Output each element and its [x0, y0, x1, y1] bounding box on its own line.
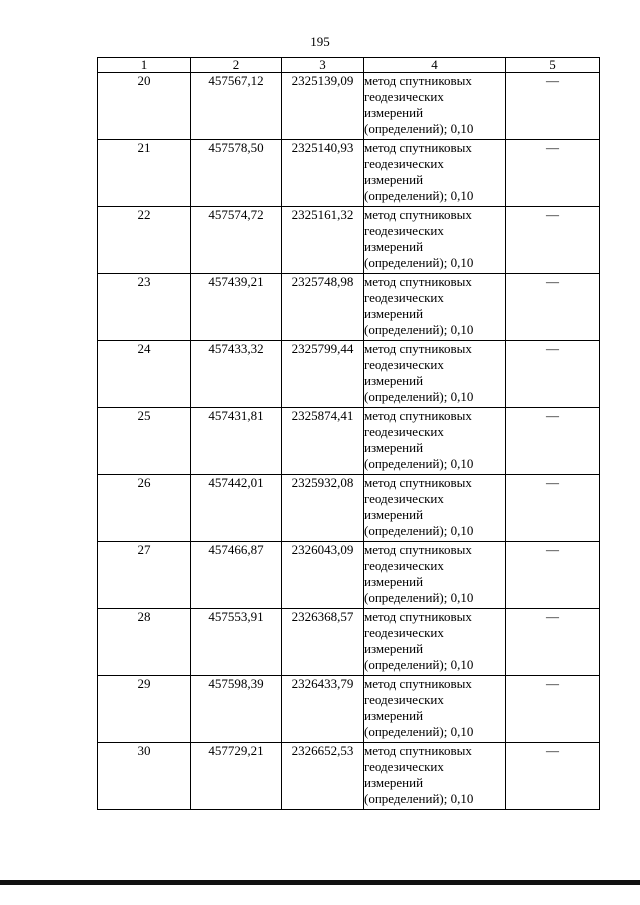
method-line: метод спутниковых: [364, 73, 472, 88]
column-5-cell: —: [506, 609, 600, 676]
method-line: геодезических: [364, 558, 444, 573]
table-row: [98, 676, 600, 743]
table-row: [98, 207, 600, 274]
method-line: геодезических: [364, 357, 444, 372]
method-line: геодезических: [364, 89, 444, 104]
column-5-cell: —: [506, 542, 600, 609]
method-cell: [364, 73, 506, 140]
method-line: метод спутниковых: [364, 140, 472, 155]
coord-x-cell: 457439,21: [191, 274, 282, 341]
method-line: (определений); 0,10: [364, 188, 474, 203]
method-line: измерений: [364, 574, 424, 589]
method-line: измерений: [364, 440, 424, 455]
method-line: измерений: [364, 708, 424, 723]
header-cell: 5: [506, 58, 600, 73]
table-row: [98, 743, 600, 810]
coord-x-cell: 457567,12: [191, 73, 282, 140]
point-number-cell: 30: [98, 743, 191, 810]
column-5-cell: —: [506, 408, 600, 475]
method-line: (определений); 0,10: [364, 590, 474, 605]
coord-x-cell: 457466,87: [191, 542, 282, 609]
page-number: 195: [310, 34, 330, 49]
method-line: метод спутниковых: [364, 676, 472, 691]
bottom-rule: [0, 880, 640, 885]
coord-x-cell: 457553,91: [191, 609, 282, 676]
method-line: измерений: [364, 239, 424, 254]
point-number-cell: 21: [98, 140, 191, 207]
column-5-cell: —: [506, 743, 600, 810]
point-number-cell: 27: [98, 542, 191, 609]
column-5-cell: —: [506, 207, 600, 274]
table-row: [98, 140, 600, 207]
coord-y-cell: 2325140,93: [282, 140, 364, 207]
header-cell: 4: [364, 58, 506, 73]
coord-y-cell: 2325748,98: [282, 274, 364, 341]
method-cell: [364, 676, 506, 743]
method-cell: [364, 140, 506, 207]
method-line: геодезических: [364, 290, 444, 305]
method-cell: [364, 408, 506, 475]
coord-x-cell: 457442,01: [191, 475, 282, 542]
coord-y-cell: 2326652,53: [282, 743, 364, 810]
point-number-cell: 29: [98, 676, 191, 743]
method-line: геодезических: [364, 491, 444, 506]
coord-x-cell: 457431,81: [191, 408, 282, 475]
method-line: (определений); 0,10: [364, 523, 474, 538]
point-number-cell: 24: [98, 341, 191, 408]
column-5-cell: —: [506, 475, 600, 542]
point-number-cell: 22: [98, 207, 191, 274]
method-line: измерений: [364, 306, 424, 321]
method-line: геодезических: [364, 223, 444, 238]
coord-x-cell: 457598,39: [191, 676, 282, 743]
coord-x-cell: 457578,50: [191, 140, 282, 207]
method-line: метод спутниковых: [364, 609, 472, 624]
method-line: геодезических: [364, 759, 444, 774]
table-row: [98, 542, 600, 609]
method-line: измерений: [364, 775, 424, 790]
column-5-cell: —: [506, 73, 600, 140]
coord-y-cell: 2325874,41: [282, 408, 364, 475]
header-row: [98, 58, 600, 73]
column-5-cell: —: [506, 341, 600, 408]
table-row: [98, 274, 600, 341]
coord-x-cell: 457433,32: [191, 341, 282, 408]
method-cell: [364, 274, 506, 341]
method-line: геодезических: [364, 156, 444, 171]
method-line: (определений); 0,10: [364, 255, 474, 270]
coordinates-table: [97, 57, 600, 810]
method-line: измерений: [364, 641, 424, 656]
point-number-cell: 23: [98, 274, 191, 341]
method-line: метод спутниковых: [364, 408, 472, 423]
table-row: [98, 408, 600, 475]
method-line: измерений: [364, 373, 424, 388]
method-line: метод спутниковых: [364, 341, 472, 356]
method-line: (определений); 0,10: [364, 322, 474, 337]
header-cell: 2: [191, 58, 282, 73]
method-line: (определений); 0,10: [364, 791, 474, 806]
table-row: [98, 73, 600, 140]
method-cell: [364, 207, 506, 274]
point-number-cell: 25: [98, 408, 191, 475]
method-line: геодезических: [364, 424, 444, 439]
coord-y-cell: 2326433,79: [282, 676, 364, 743]
column-5-cell: —: [506, 676, 600, 743]
method-line: метод спутниковых: [364, 542, 472, 557]
method-cell: [364, 743, 506, 810]
column-5-cell: —: [506, 140, 600, 207]
table-row: [98, 475, 600, 542]
method-line: измерений: [364, 172, 424, 187]
table-row: [98, 341, 600, 408]
coord-y-cell: 2325161,32: [282, 207, 364, 274]
method-line: метод спутниковых: [364, 274, 472, 289]
point-number-cell: 28: [98, 609, 191, 676]
method-cell: [364, 609, 506, 676]
method-line: метод спутниковых: [364, 207, 472, 222]
method-line: (определений); 0,10: [364, 121, 474, 136]
coord-y-cell: 2325799,44: [282, 341, 364, 408]
method-line: (определений); 0,10: [364, 389, 474, 404]
method-line: геодезических: [364, 625, 444, 640]
header-cell: 3: [282, 58, 364, 73]
method-line: измерений: [364, 105, 424, 120]
method-cell: [364, 542, 506, 609]
method-line: метод спутниковых: [364, 475, 472, 490]
method-line: геодезических: [364, 692, 444, 707]
method-line: метод спутниковых: [364, 743, 472, 758]
coord-y-cell: 2325139,09: [282, 73, 364, 140]
method-line: измерений: [364, 507, 424, 522]
coord-x-cell: 457729,21: [191, 743, 282, 810]
coord-y-cell: 2326368,57: [282, 609, 364, 676]
method-line: (определений); 0,10: [364, 724, 474, 739]
method-line: (определений); 0,10: [364, 657, 474, 672]
header-cell: 1: [98, 58, 191, 73]
method-cell: [364, 341, 506, 408]
column-5-cell: —: [506, 274, 600, 341]
table-body: [98, 73, 600, 810]
table-row: [98, 609, 600, 676]
point-number-cell: 20: [98, 73, 191, 140]
method-cell: [364, 475, 506, 542]
coord-x-cell: 457574,72: [191, 207, 282, 274]
method-line: (определений); 0,10: [364, 456, 474, 471]
point-number-cell: 26: [98, 475, 191, 542]
coord-y-cell: 2325932,08: [282, 475, 364, 542]
coord-y-cell: 2326043,09: [282, 542, 364, 609]
